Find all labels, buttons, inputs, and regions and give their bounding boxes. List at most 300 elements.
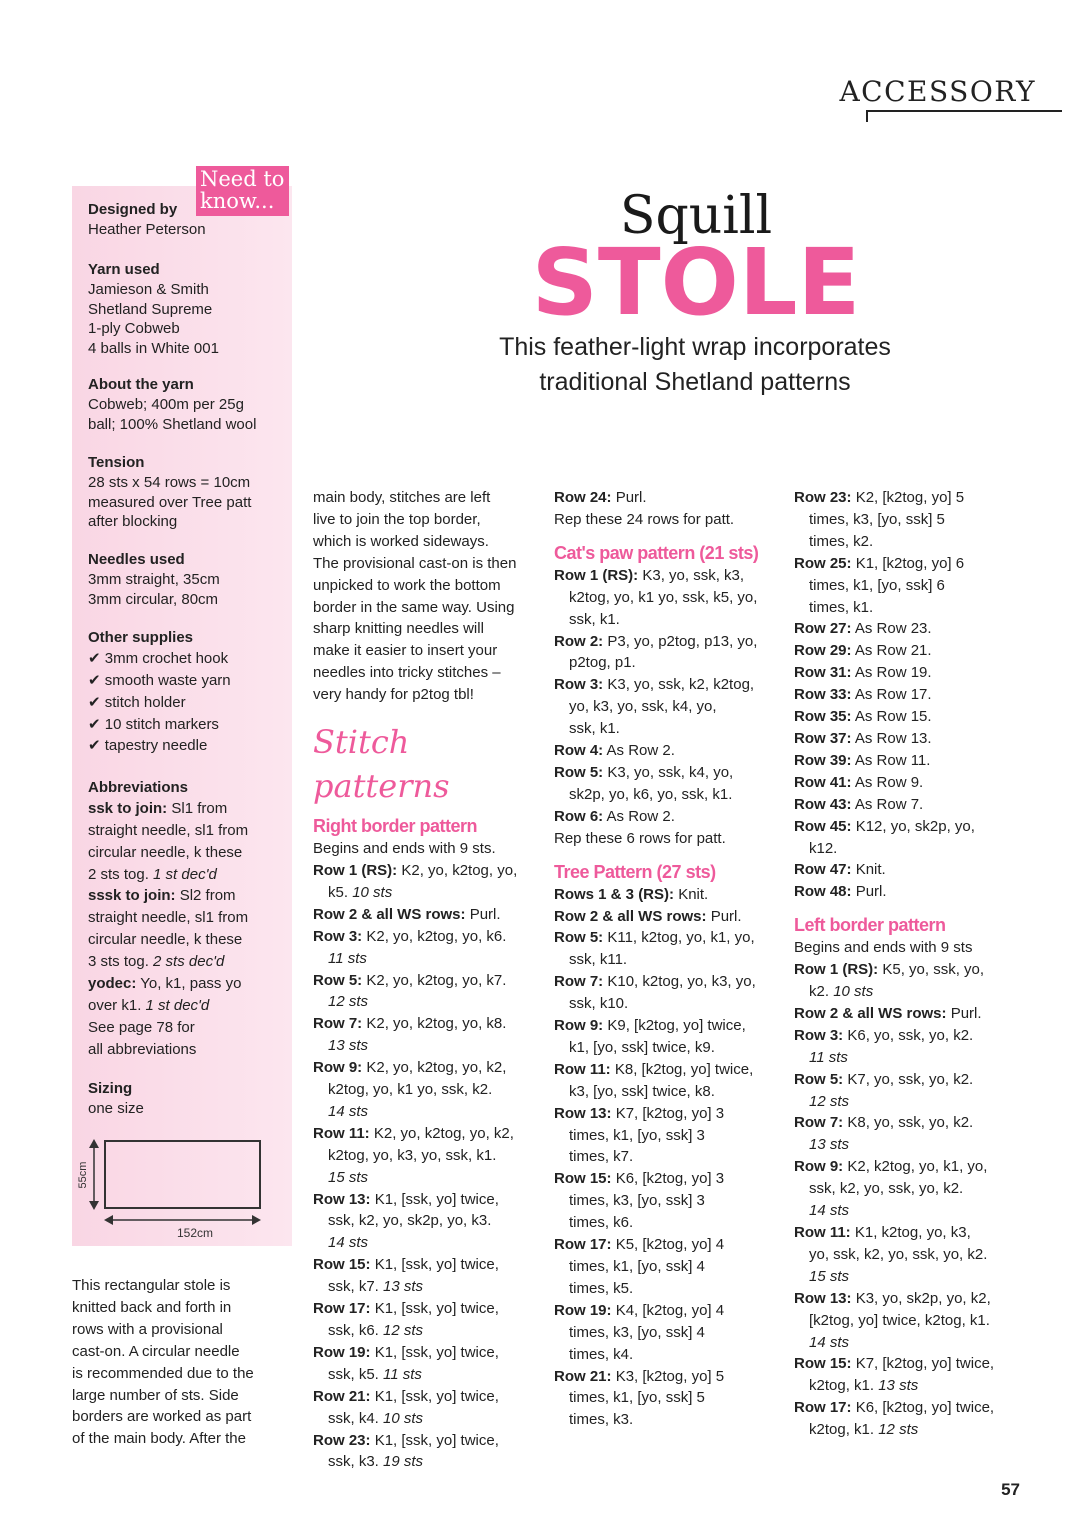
row-text: K3, yo, ssk, k3, bbox=[642, 566, 745, 584]
pattern-row bbox=[554, 762, 789, 806]
row-text: Knit. bbox=[855, 861, 886, 879]
stitch-count: 14 sts bbox=[328, 1102, 369, 1120]
row-key: Row 13: bbox=[554, 1104, 612, 1122]
tension-line: measured over Tree patt bbox=[88, 493, 252, 511]
column-4 bbox=[794, 487, 1030, 1441]
designed-by-heading: Designed by bbox=[88, 201, 178, 218]
row-key: Row 2 & all WS rows: bbox=[554, 907, 707, 925]
pattern-row bbox=[794, 684, 1030, 706]
row-key: Row 31: bbox=[794, 664, 852, 682]
row-text: k2tog, yo, k1 yo, ssk, k2. bbox=[328, 1081, 493, 1099]
row-text: k2tog, yo, k1 yo, ssk, k5, yo, bbox=[569, 588, 758, 606]
row-text: K8, [k2tog, yo] twice, bbox=[614, 1060, 754, 1078]
subtitle-line: This feather-light wrap incorporates bbox=[499, 333, 891, 361]
row-text: K5, yo, ssk, yo, bbox=[882, 961, 985, 979]
row-key: Row 39: bbox=[794, 751, 852, 769]
pattern-row bbox=[554, 740, 789, 762]
row-text: ssk, k10. bbox=[569, 995, 629, 1013]
row-text: K2, yo, k2tog, yo, k8. bbox=[366, 1015, 507, 1033]
pattern-row bbox=[554, 971, 789, 1015]
row-text: k2tog, k1. bbox=[809, 1421, 879, 1439]
row-text: K7, yo, ssk, yo, k2. bbox=[847, 1070, 974, 1088]
row-text: As Row 23. bbox=[854, 620, 932, 638]
row-key: Row 15: bbox=[794, 1355, 852, 1373]
tension-line: after blocking bbox=[88, 513, 178, 531]
pattern-row bbox=[554, 927, 789, 971]
intro-line: large number of sts. Side bbox=[72, 1386, 239, 1404]
pattern-row bbox=[554, 1059, 789, 1103]
row-text: K3, yo, ssk, k2, k2tog, bbox=[607, 676, 755, 694]
tension-block bbox=[88, 453, 288, 532]
intro-line: cast-on. A circular needle bbox=[72, 1342, 240, 1360]
column-2 bbox=[313, 487, 543, 1473]
row-text: times, k1. bbox=[809, 598, 874, 616]
row-text: times, k6. bbox=[569, 1214, 634, 1232]
row-text: K1, [k2tog, yo] 6 bbox=[855, 554, 965, 572]
pattern-row bbox=[554, 1168, 789, 1234]
abbreviations-block bbox=[88, 778, 288, 1061]
sizing-block bbox=[88, 1079, 288, 1119]
body-line: The provisional cast-on is then bbox=[313, 554, 517, 572]
designer-name: Heather Peterson bbox=[88, 220, 206, 238]
abbr-line: See page 78 for bbox=[88, 1018, 195, 1036]
row-key: Row 27: bbox=[794, 620, 852, 638]
abbr-line: all abbreviations bbox=[88, 1040, 197, 1058]
row-text: As Row 7. bbox=[854, 795, 924, 813]
row-text: times, k3, [yo, ssk] 4 bbox=[569, 1323, 705, 1341]
row-key: Row 19: bbox=[313, 1343, 371, 1361]
row-key: Rows 1 & 3 (RS): bbox=[554, 885, 675, 903]
row-text: K7, [k2tog, yo] twice, bbox=[855, 1355, 995, 1373]
pattern-row bbox=[794, 640, 1030, 662]
row-text: K6, [k2tog, yo] 3 bbox=[615, 1170, 725, 1188]
row-key: Row 2 & all WS rows: bbox=[794, 1004, 947, 1022]
row-text: ssk, k7. bbox=[328, 1278, 384, 1296]
intro-line: knitted back and forth in bbox=[72, 1298, 232, 1316]
pattern-row bbox=[794, 881, 1030, 903]
subtitle-line: traditional Shetland patterns bbox=[539, 368, 851, 396]
cats-paw-rows bbox=[554, 565, 789, 850]
stitch-patterns-heading: Stitch patterns bbox=[313, 723, 450, 806]
stitch-count: 11 sts bbox=[328, 949, 367, 967]
supply-item: ✔ 10 stitch markers bbox=[88, 715, 219, 733]
pattern-row bbox=[794, 750, 1030, 772]
pattern-row bbox=[794, 1222, 1030, 1288]
stitch-count: 15 sts bbox=[809, 1267, 850, 1285]
stitch-count: 12 sts bbox=[328, 993, 369, 1011]
row-key: Row 1 (RS): bbox=[554, 566, 639, 584]
row-text: K2, yo, k2tog, yo, k7. bbox=[366, 971, 507, 989]
body-line: unpicked to work the bottom bbox=[313, 576, 501, 594]
stitch-count: 10 sts bbox=[352, 883, 393, 901]
needle-line: 3mm straight, 35cm bbox=[88, 570, 220, 588]
row-text: As Row 17. bbox=[854, 686, 932, 704]
row-text: K12, yo, sk2p, yo, bbox=[855, 817, 975, 835]
row-text: k12. bbox=[809, 839, 838, 857]
pattern-row bbox=[554, 1366, 789, 1432]
stitch-count: 13 sts bbox=[878, 1377, 919, 1395]
row-text: ssk, k5. bbox=[328, 1365, 384, 1383]
needles-heading: Needles used bbox=[88, 551, 185, 568]
cats-paw-heading: Cat's paw pattern (21 sts) bbox=[554, 542, 759, 563]
pattern-row bbox=[554, 1015, 789, 1059]
intro-line: borders are worked as part bbox=[72, 1408, 252, 1426]
intro-line: This rectangular stole is bbox=[72, 1277, 231, 1294]
row-key: Row 25: bbox=[794, 554, 852, 572]
right-border-heading: Right border pattern bbox=[313, 816, 477, 837]
row-text: Rep these 24 rows for patt. bbox=[554, 510, 735, 528]
pattern-row bbox=[554, 674, 789, 740]
stitch-count: 12 sts bbox=[383, 1322, 424, 1339]
row-key: Row 9: bbox=[554, 1017, 604, 1035]
pattern-row bbox=[313, 1254, 543, 1298]
row-text: times, k1, [yo, ssk] 6 bbox=[809, 576, 945, 594]
row-key: Row 37: bbox=[794, 729, 852, 747]
supplies-block bbox=[88, 628, 288, 757]
tab-line-1: Need to bbox=[200, 167, 285, 191]
sizing-diagram bbox=[72, 1135, 292, 1245]
row-text: As Row 2. bbox=[606, 807, 675, 825]
row-text: K3, yo, sk2p, yo, k2, bbox=[855, 1289, 991, 1307]
row-text: times, k1, [yo, ssk] 3 bbox=[569, 1126, 705, 1144]
pattern-row bbox=[313, 1430, 543, 1474]
row-text: K6, [k2tog, yo] twice, bbox=[855, 1399, 995, 1417]
row-key: Row 19: bbox=[554, 1301, 612, 1319]
row-text: times, k1, [yo, ssk] 4 bbox=[569, 1258, 705, 1275]
row-text: As Row 11. bbox=[854, 751, 931, 769]
pattern-row bbox=[313, 926, 543, 970]
yarn-used-heading: Yarn used bbox=[88, 261, 160, 278]
supply-item: ✔ smooth waste yarn bbox=[88, 671, 231, 689]
row-key: Row 1 (RS): bbox=[794, 961, 879, 979]
stitch-count: 13 sts bbox=[383, 1278, 424, 1296]
pattern-row bbox=[794, 794, 1030, 816]
abbr-term: ssk to join: bbox=[88, 799, 168, 817]
row-key: Row 3: bbox=[554, 676, 604, 694]
row-text: [k2tog, yo] twice, k2tog, k1. bbox=[809, 1311, 990, 1329]
intro-line: of the main body. After the bbox=[72, 1430, 246, 1448]
abbr-line: sssk to join: Sl2 from bbox=[88, 887, 236, 905]
left-border-intro: Begins and ends with 9 sts bbox=[794, 939, 973, 957]
stitch-count: 10 sts bbox=[383, 1409, 424, 1427]
row-text: Purl. bbox=[855, 883, 887, 901]
row-text: ssk, k1. bbox=[569, 720, 620, 738]
stitch-count: 13 sts bbox=[328, 1037, 369, 1055]
sizing-heading: Sizing bbox=[88, 1080, 133, 1097]
row-text: ssk, k1. bbox=[569, 610, 620, 628]
body-line: needles into tricky stitches – bbox=[313, 664, 501, 682]
row-key: Row 15: bbox=[313, 1256, 371, 1274]
section-tag bbox=[839, 75, 1062, 112]
row-key: Row 23: bbox=[313, 1431, 371, 1449]
row-text: K3, [k2tog, yo] 5 bbox=[615, 1367, 725, 1385]
row-key: Row 24: bbox=[554, 489, 612, 506]
pattern-row bbox=[794, 1288, 1030, 1354]
row-key: Row 6: bbox=[554, 807, 604, 825]
title-main: STOLE bbox=[531, 229, 861, 336]
row-text: times, k3, [yo, ssk] 3 bbox=[569, 1192, 705, 1210]
row-key: Row 1 (RS): bbox=[313, 861, 398, 879]
row-key: Row 5: bbox=[313, 971, 363, 989]
row-text: times, k2. bbox=[809, 532, 874, 550]
stitch-count: 10 sts bbox=[833, 983, 874, 1001]
row-text: ssk, k11. bbox=[569, 951, 628, 969]
row-key: Row 11: bbox=[313, 1124, 370, 1142]
pattern-row bbox=[554, 487, 789, 509]
about-yarn-block bbox=[88, 375, 288, 434]
sizing-line: one size bbox=[88, 1099, 144, 1117]
about-yarn-line: Cobweb; 400m per 25g bbox=[88, 395, 244, 413]
row-text: K1, [ssk, yo] twice, bbox=[374, 1387, 499, 1405]
pattern-row bbox=[313, 1057, 543, 1123]
row-text: Purl. bbox=[710, 907, 742, 925]
row-key: Row 15: bbox=[554, 1170, 612, 1188]
pattern-row bbox=[794, 706, 1030, 728]
pattern-row bbox=[554, 1234, 789, 1300]
row-text: K2, yo, k2tog, yo, bbox=[401, 861, 518, 879]
tree-pattern-heading: Tree Pattern (27 sts) bbox=[554, 861, 716, 882]
pattern-row bbox=[794, 816, 1030, 860]
row-text: Purl. bbox=[469, 905, 501, 923]
abbr-term: sssk to join: bbox=[88, 887, 176, 905]
row-key: Row 5: bbox=[554, 763, 604, 781]
supply-item: ✔ tapestry needle bbox=[88, 737, 208, 755]
row-text: k5. bbox=[328, 883, 353, 901]
row-text: k3, [yo, ssk] twice, k8. bbox=[569, 1082, 715, 1100]
row-key: Row 13: bbox=[794, 1289, 852, 1307]
width-label: 152cm bbox=[176, 1226, 214, 1240]
row-text: K5, [k2tog, yo] 4 bbox=[615, 1236, 725, 1254]
row-key: Row 23: bbox=[794, 489, 852, 506]
row-key: Row 2: bbox=[554, 632, 604, 650]
row-text: K4, [k2tog, yo] 4 bbox=[615, 1301, 725, 1319]
abbr-line: circular needle, k these bbox=[88, 931, 243, 949]
body-line: make it easier to insert your bbox=[313, 642, 498, 660]
row-text: Purl. bbox=[950, 1004, 982, 1022]
pattern-row bbox=[794, 487, 1030, 553]
section-label: ACCESSORY bbox=[839, 75, 1036, 108]
row-text: k1, [yo, ssk] twice, k9. bbox=[569, 1038, 715, 1056]
row-key: Row 13: bbox=[313, 1190, 371, 1208]
row-text: P3, yo, p2tog, p13, yo, bbox=[607, 632, 758, 650]
right-border-rows bbox=[313, 860, 543, 1473]
row-text: k2. bbox=[809, 983, 834, 1001]
page-number: 57 bbox=[1001, 1480, 1020, 1499]
row-text: times, k4. bbox=[569, 1345, 634, 1363]
pattern-row bbox=[794, 959, 1030, 1003]
row-text: K1, [ssk, yo] twice, bbox=[374, 1300, 499, 1318]
pattern-row bbox=[313, 1298, 543, 1342]
stitch-count: 13 sts bbox=[809, 1136, 850, 1154]
yarn-line: 1-ply Cobweb bbox=[88, 320, 180, 338]
row-text: K6, yo, ssk, yo, k2. bbox=[847, 1026, 974, 1044]
row-key: Row 5: bbox=[794, 1070, 844, 1088]
row-text: ssk, k2, yo, sk2p, yo, k3. bbox=[328, 1212, 492, 1230]
designed-by-block bbox=[88, 200, 288, 240]
abbr-line: ssk to join: Sl1 from bbox=[88, 799, 228, 817]
body-line: very handy for p2tog tbl! bbox=[313, 686, 474, 704]
pattern-row bbox=[313, 1189, 543, 1255]
row-key: Row 47: bbox=[794, 861, 852, 879]
tension-heading: Tension bbox=[88, 454, 145, 471]
row-text: ssk, k4. bbox=[328, 1409, 384, 1427]
height-arrow-top bbox=[89, 1139, 99, 1148]
row-text: k2tog, yo, k3, yo, ssk, k1. bbox=[328, 1146, 497, 1164]
pattern-row bbox=[313, 1123, 543, 1189]
row-key: Row 11: bbox=[554, 1060, 611, 1078]
stitch-count: 19 sts bbox=[383, 1453, 424, 1471]
subtitle bbox=[480, 330, 910, 400]
pattern-row bbox=[554, 806, 789, 828]
row-key: Row 2 & all WS rows: bbox=[313, 905, 466, 923]
row-text: As Row 19. bbox=[854, 664, 932, 682]
row-text: As Row 15. bbox=[854, 708, 932, 726]
row-key: Row 17: bbox=[554, 1236, 612, 1254]
tree-pattern-rows bbox=[554, 884, 789, 1432]
row-text: K2, yo, k2tog, yo, k2, bbox=[373, 1124, 514, 1142]
height-arrow-bottom bbox=[89, 1201, 99, 1210]
stitch-count: 11 sts bbox=[383, 1365, 422, 1383]
row-key: Row 33: bbox=[794, 686, 852, 704]
abbr-line: 3 sts tog. 2 sts dec'd bbox=[88, 953, 225, 971]
row-key: Row 4: bbox=[554, 742, 604, 760]
col4-top-rows bbox=[794, 487, 1030, 903]
row-text: K9, [k2tog, yo] twice, bbox=[607, 1017, 746, 1035]
pattern-row bbox=[794, 772, 1030, 794]
pattern-row bbox=[554, 884, 789, 906]
row-text: ssk, k6. bbox=[328, 1322, 384, 1339]
pattern-row bbox=[554, 565, 789, 631]
pattern-row bbox=[554, 1300, 789, 1366]
row-key: Row 11: bbox=[794, 1224, 851, 1241]
pattern-row bbox=[794, 1353, 1030, 1397]
row-text: As Row 13. bbox=[854, 729, 932, 747]
row-text: times, k1, [yo, ssk] 5 bbox=[569, 1389, 705, 1407]
stitch-count: 11 sts bbox=[809, 1048, 848, 1066]
row-text: K1, [ssk, yo] twice, bbox=[374, 1190, 499, 1208]
row-key: Row 5: bbox=[554, 929, 604, 947]
row-text: K2, k2tog, yo, k1, yo, bbox=[847, 1158, 988, 1176]
intro-line: is recommended due to the bbox=[72, 1364, 254, 1382]
row-text: p2tog, p1. bbox=[569, 654, 636, 672]
row-text: K1, [ssk, yo] twice, bbox=[374, 1343, 499, 1361]
body-line: which is worked sideways. bbox=[313, 532, 489, 550]
tab-line-2: know... bbox=[200, 189, 275, 213]
row-key: Row 35: bbox=[794, 708, 852, 726]
stitch-count: 14 sts bbox=[809, 1202, 850, 1220]
about-yarn-heading: About the yarn bbox=[88, 376, 194, 393]
row-text: times, k3. bbox=[569, 1411, 634, 1429]
pattern-row bbox=[313, 970, 543, 1014]
row-text: K8, yo, ssk, yo, k2. bbox=[847, 1114, 974, 1132]
row-text: k2tog, k1. bbox=[809, 1377, 879, 1395]
row-key: Row 3: bbox=[794, 1026, 844, 1044]
left-border-heading: Left border pattern bbox=[794, 915, 946, 936]
yarn-used-block bbox=[88, 260, 288, 359]
pattern-row bbox=[794, 1025, 1030, 1069]
row-text: As Row 2. bbox=[606, 742, 675, 760]
body-line: border in the same way. Using bbox=[313, 598, 515, 616]
row-key: Row 3: bbox=[313, 927, 363, 945]
intro-line: rows with a provisional bbox=[72, 1320, 223, 1338]
pattern-row bbox=[794, 728, 1030, 750]
abbr-line: circular needle, k these bbox=[88, 843, 243, 861]
left-border-rows bbox=[794, 959, 1030, 1441]
about-yarn-line: ball; 100% Shetland wool bbox=[88, 415, 257, 433]
row-key: Row 9: bbox=[313, 1059, 363, 1077]
body-line: main body, stitches are left bbox=[313, 489, 491, 506]
pattern-row bbox=[794, 618, 1030, 640]
row-text: K1, [ssk, yo] twice, bbox=[374, 1256, 499, 1274]
stitch-count: 12 sts bbox=[809, 1092, 850, 1110]
row-text: K11, k2tog, yo, k1, yo, bbox=[607, 929, 755, 947]
pattern-row bbox=[313, 1342, 543, 1386]
row-key: Row 9: bbox=[794, 1158, 844, 1176]
pattern-row bbox=[794, 1069, 1030, 1113]
row-text: yo, k3, yo, ssk, k4, yo, bbox=[569, 698, 717, 716]
row-text: K2, yo, k2tog, yo, k2, bbox=[366, 1059, 507, 1077]
row-key: Row 21: bbox=[554, 1367, 612, 1385]
row-text: K3, yo, ssk, k4, yo, bbox=[607, 763, 734, 781]
width-arrow-right bbox=[252, 1215, 261, 1225]
row-text: As Row 21. bbox=[854, 642, 932, 660]
row-key: Row 7: bbox=[794, 1114, 844, 1132]
row-key: Row 29: bbox=[794, 642, 852, 660]
row-key: Row 48: bbox=[794, 883, 852, 901]
abbr-line: straight needle, sl1 from bbox=[88, 821, 249, 839]
row-text: K1, [ssk, yo] twice, bbox=[374, 1431, 499, 1449]
pattern-row bbox=[313, 1386, 543, 1430]
pattern-row bbox=[794, 662, 1030, 684]
row-text: sk2p, yo, k6, yo, ssk, k1. bbox=[569, 785, 733, 803]
row-key: Row 21: bbox=[313, 1387, 371, 1405]
stitch-count: 12 sts bbox=[878, 1421, 919, 1439]
row-key: Row 43: bbox=[794, 795, 852, 813]
pattern-row bbox=[554, 631, 789, 675]
abbr-line: straight needle, sl1 from bbox=[88, 909, 249, 927]
body-line: sharp knitting needles will bbox=[313, 620, 484, 638]
supply-item: ✔ stitch holder bbox=[88, 693, 186, 711]
needle-line: 3mm circular, 80cm bbox=[88, 590, 219, 608]
stole-rectangle bbox=[105, 1141, 260, 1208]
col3-top-rows bbox=[554, 487, 789, 531]
row-text: K10, k2tog, yo, k3, yo, bbox=[607, 973, 756, 991]
title-script: Squill bbox=[619, 186, 773, 246]
row-text: Knit. bbox=[678, 885, 709, 903]
pattern-row bbox=[554, 828, 789, 850]
needles-block bbox=[88, 550, 288, 609]
abbreviations-heading: Abbreviations bbox=[88, 779, 189, 796]
row-text: times, k7. bbox=[569, 1148, 634, 1166]
intro-text bbox=[72, 1275, 287, 1450]
pattern-row bbox=[794, 1397, 1030, 1441]
stitch-count: 15 sts bbox=[328, 1168, 369, 1186]
row-text: times, k5. bbox=[569, 1279, 634, 1297]
pattern-row bbox=[794, 1112, 1030, 1156]
row-text: As Row 9. bbox=[854, 773, 924, 791]
column-3 bbox=[554, 487, 789, 1431]
yarn-line: Jamieson & Smith bbox=[88, 280, 209, 298]
pattern-row bbox=[794, 1003, 1030, 1025]
pattern-row bbox=[794, 553, 1030, 619]
pattern-row bbox=[313, 860, 543, 904]
row-key: Row 17: bbox=[313, 1300, 371, 1318]
row-key: Row 41: bbox=[794, 773, 852, 791]
abbr-line: over k1. 1 st dec'd bbox=[88, 996, 210, 1014]
pattern-row bbox=[794, 1156, 1030, 1222]
pattern-row bbox=[554, 509, 789, 531]
height-label: 55cm bbox=[77, 1161, 89, 1189]
